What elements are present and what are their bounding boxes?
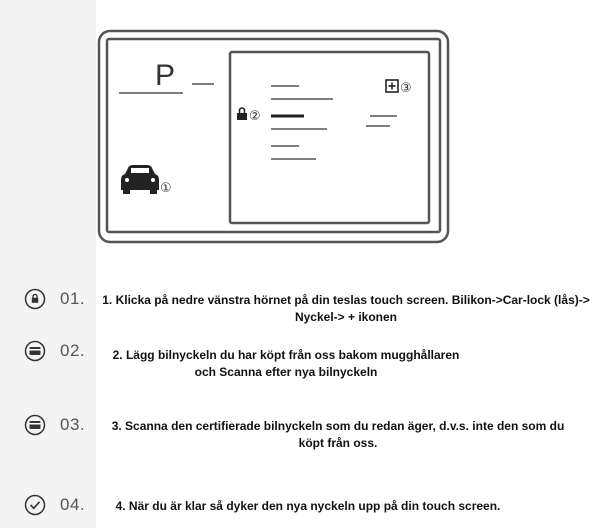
car-marker: ① — [160, 181, 172, 196]
gear-indicator: P — [155, 59, 176, 92]
step-text — [98, 418, 578, 452]
step-number: 02. — [60, 341, 86, 360]
lock-marker: ② — [249, 109, 261, 124]
touchscreen-diagram — [0, 0, 600, 260]
step-text-line: Nyckel-> + ikonen — [294, 310, 398, 324]
lock-icon — [24, 288, 46, 310]
step-text-line: 2. Lägg bilnyckeln du har köpt från oss bakom mugghållaren — [112, 348, 460, 362]
step-text-line: 4. När du är klar så dyker den nya nyckeln upp på din touch screen. — [115, 499, 501, 513]
plus-icon[interactable] — [386, 80, 398, 92]
step-number: 01. — [60, 289, 86, 308]
check-icon — [24, 494, 46, 516]
settings-panel — [230, 52, 429, 223]
card-icon — [24, 414, 46, 436]
step-text-line: 3. Scanna den certifierade bilnyckeln som du redan äger, d.v.s. inte den som du — [111, 419, 565, 433]
step-text-line: 1. Klicka på nedre vänstra hörnet på din teslas touch screen. Bilikon->Car-lock (lås)-> — [102, 293, 590, 307]
step-text — [98, 498, 518, 515]
step-text — [96, 347, 476, 381]
plus-marker: ③ — [400, 81, 412, 96]
step-number: 04. — [60, 495, 86, 514]
card-icon — [24, 340, 46, 362]
step-text-line: och Scanna efter nya bilnyckeln — [194, 365, 378, 379]
step-text — [96, 292, 596, 326]
step-text-line: köpt från oss. — [298, 436, 378, 450]
step-number: 03. — [60, 415, 86, 434]
